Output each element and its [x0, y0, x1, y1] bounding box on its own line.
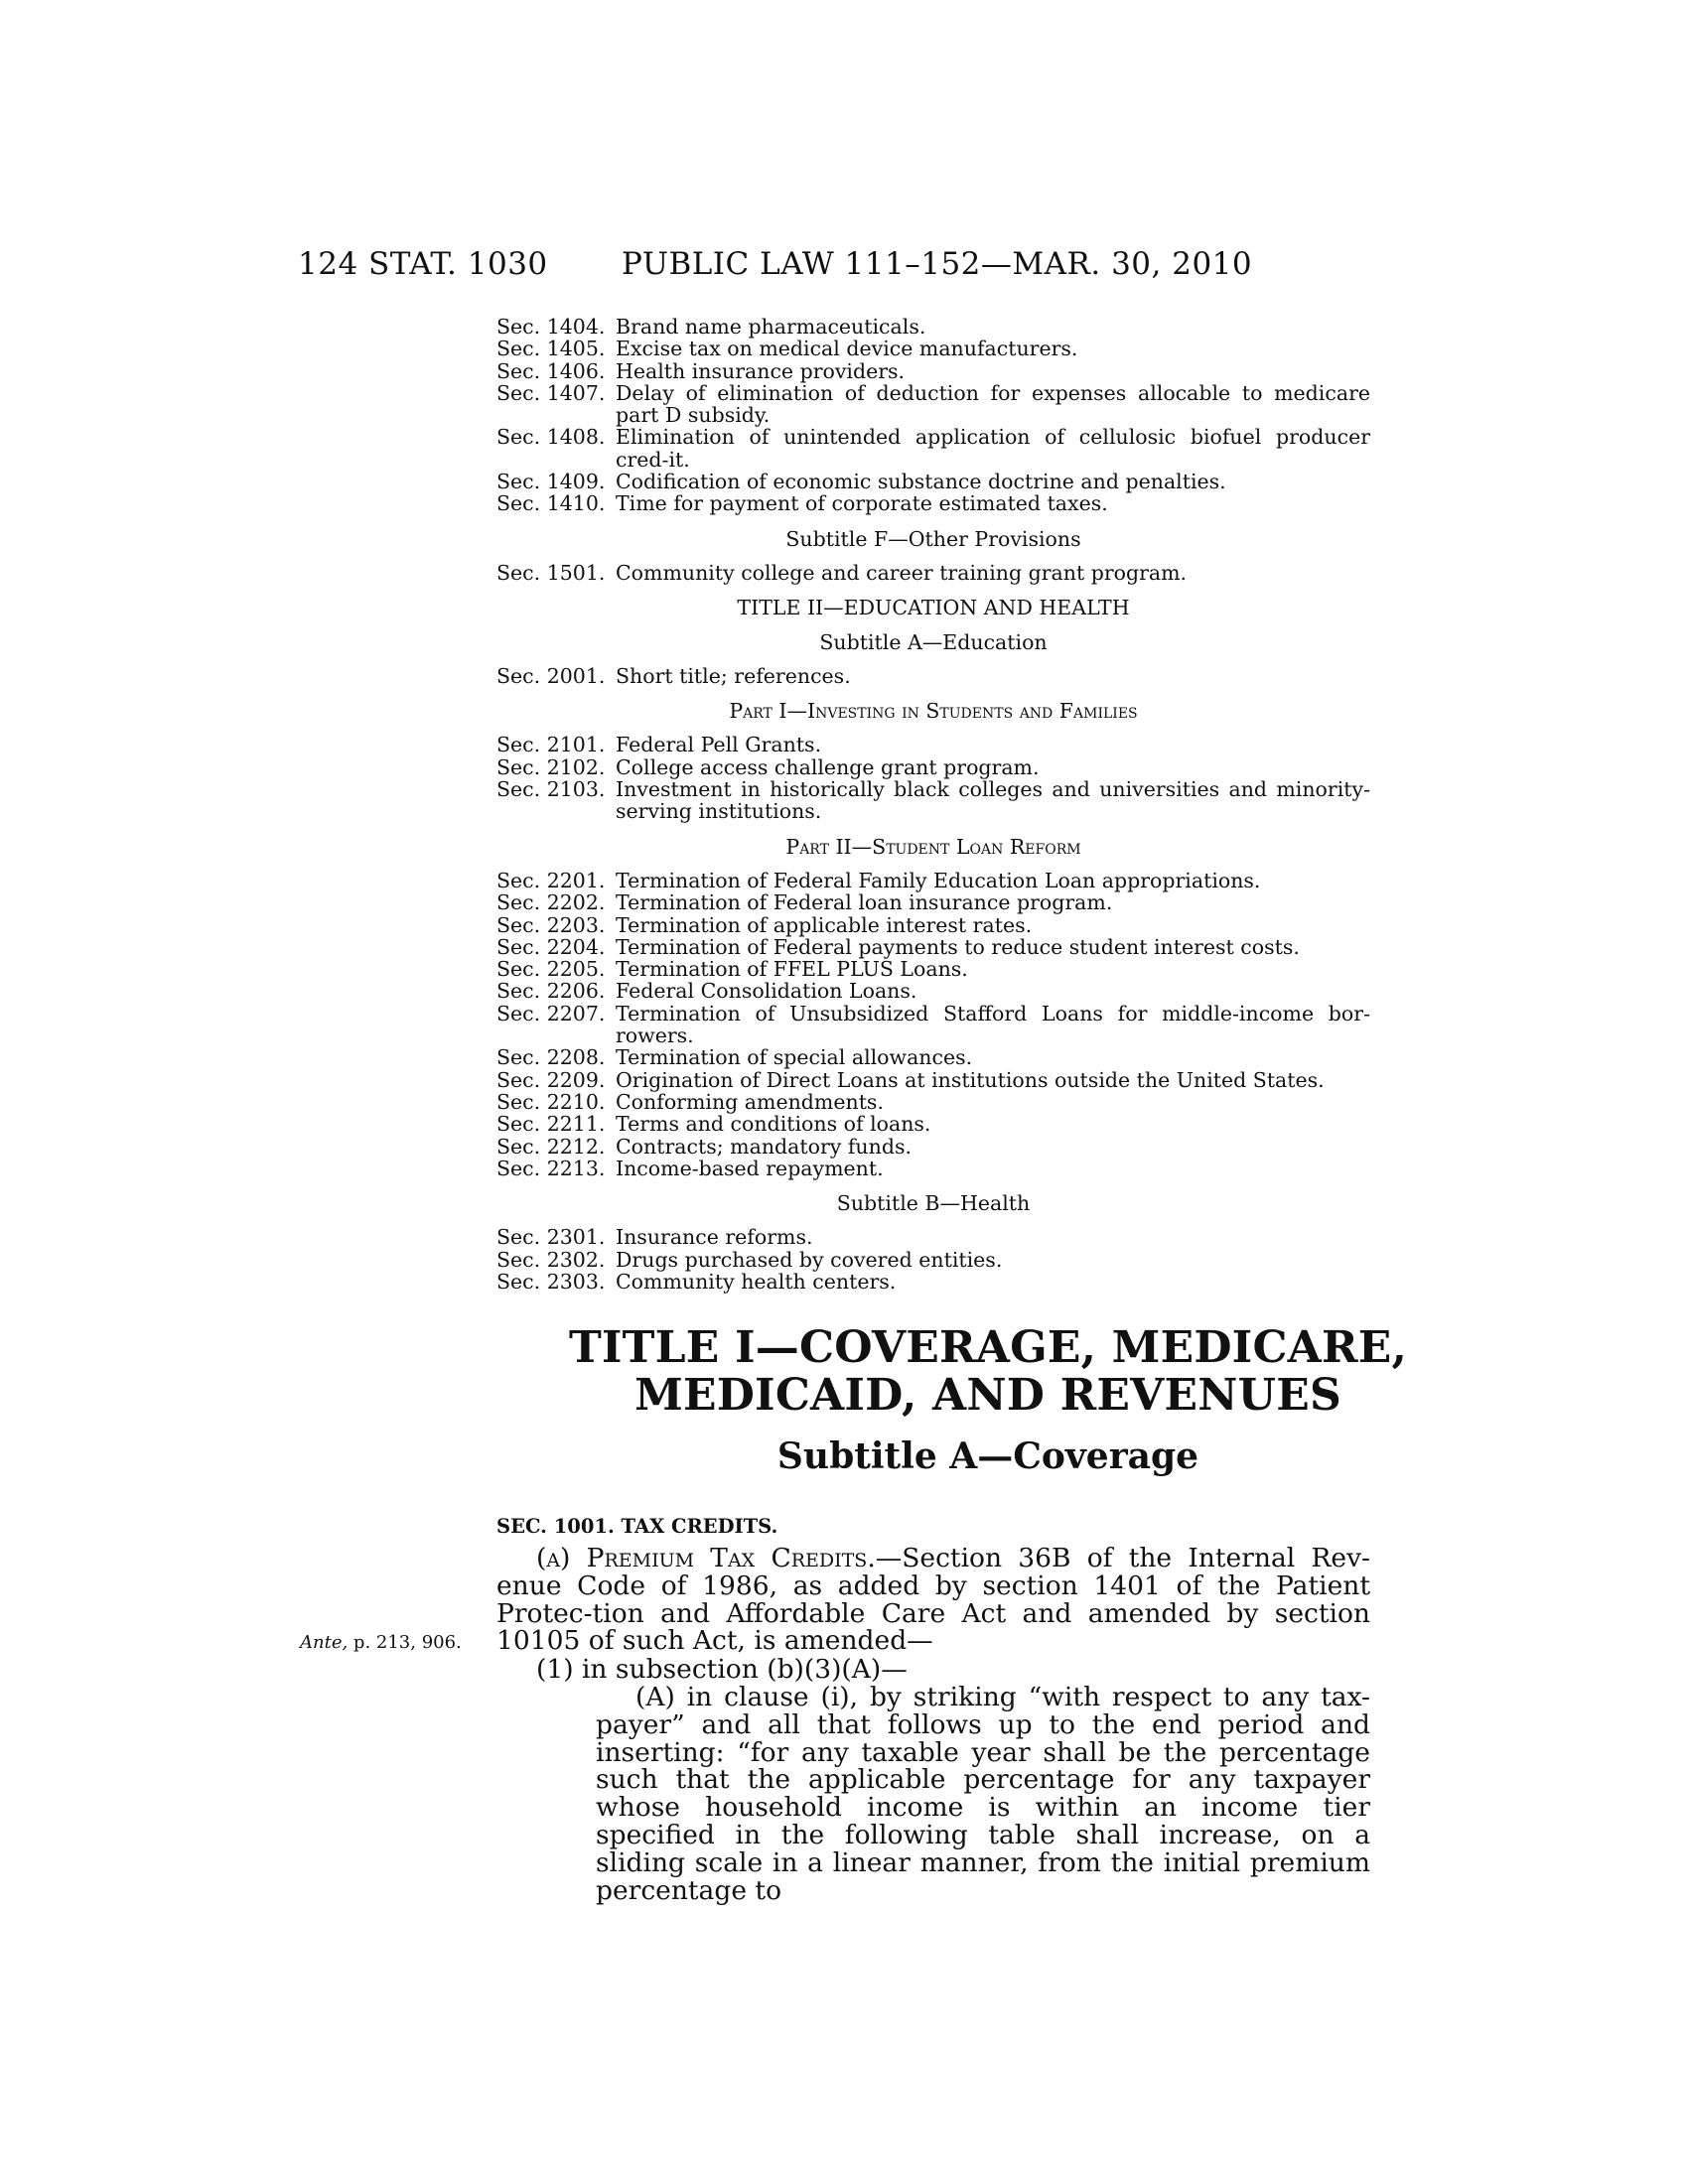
toc-row: [496, 734, 1370, 755]
paragraph-a-text: —Section 36B of the Internal Rev-enue Code of 1986, as added by section 1401 of the Patient Protec-tion and Affordable Care Act and amended by section 10105 of such Act, is amended—: [496, 1543, 1371, 1657]
toc-row: [496, 471, 1370, 492]
toc-row: [496, 1226, 1370, 1248]
paragraph-a-lead: (a) Premium Tax Credits.: [536, 1543, 876, 1573]
toc-section-title: Termination of FFEL PLUS Loans.: [616, 957, 968, 982]
toc-section-title: Federal Consolidation Loans.: [616, 979, 917, 1004]
toc-row: [496, 1249, 1370, 1271]
toc-section-number: Sec. 1405.: [496, 337, 606, 361]
toc-row: [496, 562, 1370, 584]
toc-row: [496, 914, 1370, 936]
toc-row: [496, 1091, 1370, 1113]
margin-note: [300, 1632, 462, 1653]
toc-section-title: Short title; references.: [616, 663, 851, 688]
toc-row: [496, 338, 1370, 359]
toc-section-number: Sec. 2209.: [496, 1067, 606, 1092]
public-law-header: PUBLIC LAW 111–152—MAR. 30, 2010: [622, 246, 1253, 282]
toc-row: [496, 958, 1370, 980]
toc-section-number: Sec. 2212.: [496, 1134, 606, 1159]
table-of-contents: [496, 316, 1370, 1293]
margin-note-italic: Ante,: [300, 1632, 349, 1653]
toc-section-number: Sec. 2101.: [496, 733, 606, 757]
toc-section-number: Sec. 1501.: [496, 560, 606, 585]
toc-section-number: Sec. 2205.: [496, 957, 606, 982]
toc-section-title: Federal Pell Grants.: [616, 733, 822, 757]
toc-section-number: Sec. 1410.: [496, 491, 606, 516]
toc-block: [496, 665, 1370, 687]
toc-section-number: Sec. 2210.: [496, 1089, 606, 1114]
toc-heading-part-i: Part I—Investing in Students and Families: [729, 699, 1138, 724]
toc-heading-subtitle-f: Subtitle F—Other Provisions: [785, 526, 1081, 551]
toc-heading-subtitle-b: Subtitle B—Health: [836, 1191, 1031, 1216]
toc-row: [496, 1003, 1370, 1047]
toc-section-number: Sec. 2206.: [496, 979, 606, 1004]
toc-section-title: Drugs purchased by covered entities.: [616, 1247, 1003, 1272]
toc-section-number: Sec. 2203.: [496, 912, 606, 937]
page-number-header: 124 STAT. 1030: [298, 246, 548, 282]
toc-section-title: Community health centers.: [616, 1269, 897, 1294]
toc-section-number: Sec. 2102.: [496, 754, 606, 779]
paragraph-a: [496, 1545, 1370, 1655]
margin-note-text: p. 213, 906.: [348, 1632, 462, 1653]
toc-row: [496, 1136, 1370, 1158]
toc-section-number: Sec. 2001.: [496, 663, 606, 688]
toc-section-title: Investment in historically black colleges and universities and minority-serving institutions.: [616, 777, 1370, 824]
toc-block: [496, 734, 1370, 822]
toc-row: [496, 891, 1370, 913]
toc-section-title: Terms and conditions of loans.: [616, 1112, 931, 1137]
toc-section-number: Sec. 2303.: [496, 1269, 606, 1294]
toc-row: [496, 665, 1370, 687]
toc-section-title: Income-based repayment.: [616, 1156, 884, 1180]
toc-section-number: Sec. 1409.: [496, 470, 606, 494]
toc-section-title: Codification of economic substance doctrine and penalties.: [616, 470, 1226, 494]
toc-block: [496, 562, 1370, 584]
toc-section-title: College access challenge grant program.: [616, 754, 1040, 779]
toc-block: [496, 1226, 1370, 1293]
toc-section-title: Conforming amendments.: [616, 1089, 884, 1114]
toc-section-number: Sec. 2103.: [496, 777, 606, 802]
toc-section-number: Sec. 2202.: [496, 890, 606, 915]
toc-block: [496, 870, 1370, 1179]
toc-section-number: Sec. 1404.: [496, 315, 606, 339]
toc-section-title: Termination of Federal Family Education Loan appropriations.: [616, 868, 1261, 892]
toc-section-title: Excise tax on medical device manufacturers.: [616, 337, 1078, 361]
toc-section-number: Sec. 2211.: [496, 1112, 606, 1137]
toc-row: [496, 870, 1370, 891]
toc-row: [496, 1113, 1370, 1135]
toc-section-title: Contracts; mandatory funds.: [616, 1134, 912, 1159]
toc-row: [496, 382, 1370, 427]
toc-row: [496, 492, 1370, 514]
toc-section-title: Termination of Federal loan insurance program.: [616, 890, 1113, 915]
toc-section-title: Insurance reforms.: [616, 1225, 813, 1250]
toc-section-number: Sec. 1407.: [496, 380, 606, 405]
toc-section-title: Time for payment of corporate estimated taxes.: [616, 491, 1108, 516]
toc-section-number: Sec. 2213.: [496, 1156, 606, 1180]
paragraph-A: (A) in clause (i), by striking “with respect to any tax-payer” and all that follows up to the end period and inserting: “for any taxable year shall be the percentage such that the applicable percentage for any taxpayer whose household income is within an income tier specified in the following table shall increase, on a sliding scale in a linear manner, from the initial premium percentage to: [596, 1682, 1370, 1906]
toc-section-number: Sec. 2204.: [496, 934, 606, 959]
toc-heading-subtitle-a: Subtitle A—Education: [819, 629, 1048, 654]
section-heading: SEC. 1001. TAX CREDITS.: [496, 1515, 778, 1538]
toc-row: [496, 756, 1370, 778]
toc-section-number: Sec. 1406.: [496, 358, 606, 383]
toc-section-number: Sec. 2301.: [496, 1225, 606, 1250]
toc-section-title: Termination of applicable interest rates.: [616, 912, 1033, 937]
toc-row: [496, 1069, 1370, 1091]
toc-section-title: Termination of Unsubsidized Stafford Loans for middle-income bor-rowers.: [616, 1001, 1370, 1048]
toc-row: [496, 426, 1370, 471]
toc-heading-title-ii: TITLE II—EDUCATION AND HEALTH: [737, 596, 1130, 620]
title-line-1: TITLE I—COVERAGE, MEDICARE,: [568, 1322, 1408, 1373]
toc-section-title: Origination of Direct Loans at institutions outside the United States.: [616, 1067, 1325, 1092]
toc-heading-part-ii: Part II—Student Loan Reform: [785, 834, 1081, 859]
toc-section-title: Termination of Federal payments to reduce student interest costs.: [616, 934, 1300, 959]
title-heading: [298, 1324, 1678, 1420]
toc-section-title: Delay of elimination of deduction for expenses allocable to medicare part D subsidy.: [616, 380, 1370, 428]
toc-row: [496, 936, 1370, 958]
toc-section-number: Sec. 2208.: [496, 1045, 606, 1070]
title-line-2: MEDICAID, AND REVENUES: [634, 1370, 1341, 1421]
toc-row: [496, 1271, 1370, 1293]
toc-row: [496, 778, 1370, 823]
toc-section-title: Community college and career training grant program.: [616, 560, 1188, 585]
toc-block: [496, 316, 1370, 515]
toc-section-number: Sec. 2302.: [496, 1247, 606, 1272]
toc-section-number: Sec. 2201.: [496, 868, 606, 892]
paragraph-1: (1) in subsection (b)(3)(A)—: [536, 1654, 908, 1685]
toc-section-number: Sec. 1408.: [496, 425, 606, 450]
subtitle-heading: Subtitle A—Coverage: [776, 1435, 1199, 1477]
toc-section-number: Sec. 2207.: [496, 1001, 606, 1025]
toc-row: [496, 1046, 1370, 1068]
toc-section-title: Brand name pharmaceuticals.: [616, 315, 926, 339]
toc-section-title: Elimination of unintended application of cellulosic biofuel producer cred-it.: [616, 425, 1370, 472]
toc-row: [496, 1158, 1370, 1179]
toc-section-title: Health insurance providers.: [616, 358, 906, 383]
toc-row: [496, 316, 1370, 338]
toc-row: [496, 980, 1370, 1002]
toc-row: [496, 360, 1370, 382]
toc-section-title: Termination of special allowances.: [616, 1045, 973, 1070]
